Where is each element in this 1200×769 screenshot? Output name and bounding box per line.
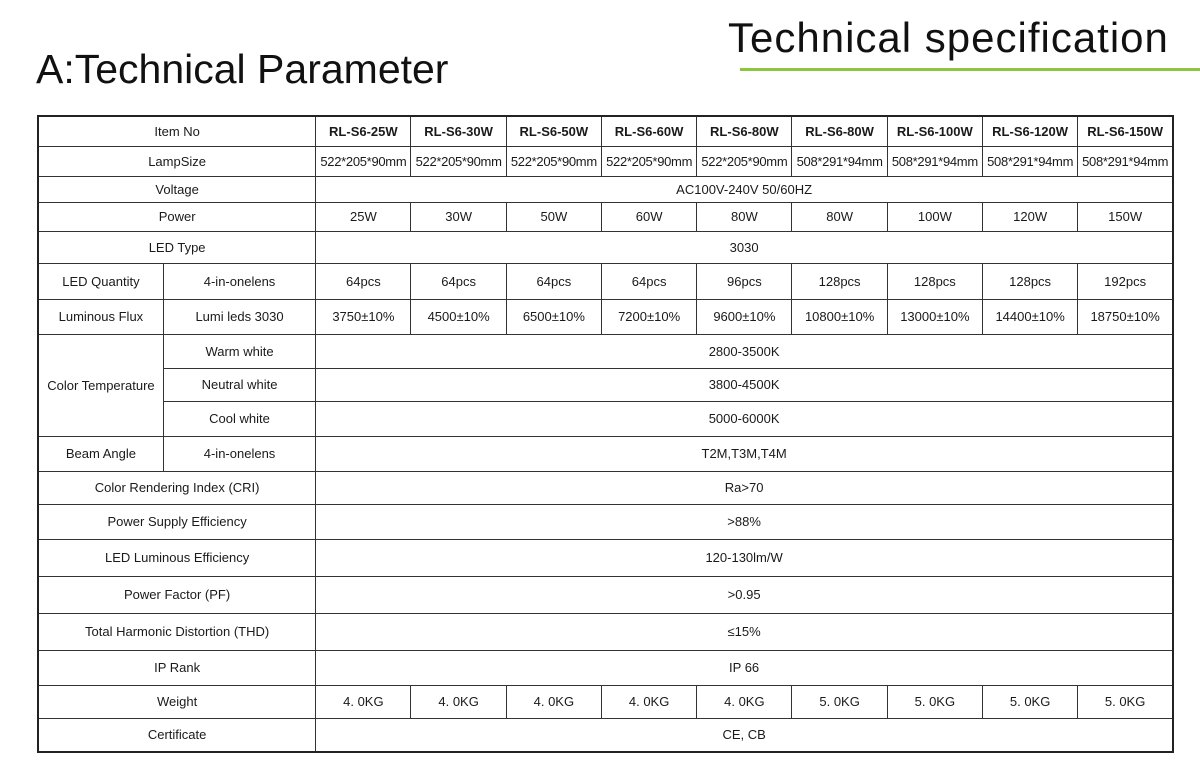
color-temp-label: Color Temperature (38, 334, 163, 436)
power-cell: 80W (792, 202, 887, 231)
neutral-white-label: Neutral white (163, 368, 315, 401)
model-cell: RL-S6-120W (982, 116, 1077, 146)
power-cell: 80W (697, 202, 792, 231)
certificate-value: CE, CB (316, 718, 1173, 752)
lampsize-label: LampSize (38, 146, 316, 176)
row-led-type (38, 231, 1173, 263)
led-quantity-label: LED Quantity (38, 263, 163, 299)
lampsize-cell: 522*205*90mm (506, 146, 601, 176)
row-certificate (38, 718, 1173, 752)
flux-cell: 13000±10% (887, 299, 982, 334)
weight-cell: 4. 0KG (316, 685, 411, 718)
weight-cell: 5. 0KG (1078, 685, 1173, 718)
weight-cell: 4. 0KG (697, 685, 792, 718)
row-power (38, 202, 1173, 231)
flux-cell: 9600±10% (697, 299, 792, 334)
led-type-label: LED Type (38, 231, 316, 263)
row-pse (38, 504, 1173, 539)
flux-cell: 14400±10% (982, 299, 1077, 334)
lampsize-cell: 522*205*90mm (411, 146, 506, 176)
quantity-cell: 64pcs (411, 263, 506, 299)
model-cell: RL-S6-100W (887, 116, 982, 146)
quantity-cell: 64pcs (316, 263, 411, 299)
row-beam-angle (38, 436, 1173, 471)
lampsize-cell: 508*291*94mm (792, 146, 887, 176)
pf-label: Power Factor (PF) (38, 576, 316, 613)
row-item-no (38, 116, 1173, 146)
row-ip-rank (38, 650, 1173, 685)
led-type-value: 3030 (316, 231, 1173, 263)
spec-table (37, 115, 1174, 753)
item-no-label: Item No (38, 116, 316, 146)
lle-label: LED Luminous Efficiency (38, 539, 316, 576)
model-cell: RL-S6-25W (316, 116, 411, 146)
row-cri (38, 471, 1173, 504)
luminous-flux-label: Luminous Flux (38, 299, 163, 334)
row-neutral-white (38, 368, 1173, 401)
row-luminous-flux (38, 299, 1173, 334)
flux-cell: 6500±10% (506, 299, 601, 334)
row-power-factor (38, 576, 1173, 613)
pse-value: >88% (316, 504, 1173, 539)
row-thd (38, 613, 1173, 650)
lampsize-cell: 522*205*90mm (316, 146, 411, 176)
weight-cell: 4. 0KG (601, 685, 696, 718)
quantity-cell: 64pcs (601, 263, 696, 299)
lampsize-cell: 508*291*94mm (982, 146, 1077, 176)
lampsize-cell: 522*205*90mm (601, 146, 696, 176)
section-title: A:Technical Parameter (36, 46, 449, 92)
cool-white-value: 5000-6000K (316, 401, 1173, 436)
ip-label: IP Rank (38, 650, 316, 685)
quantity-cell: 192pcs (1078, 263, 1173, 299)
power-cell: 50W (506, 202, 601, 231)
row-lampsize (38, 146, 1173, 176)
power-label: Power (38, 202, 316, 231)
voltage-value: AC100V-240V 50/60HZ (316, 176, 1173, 202)
quantity-cell: 128pcs (887, 263, 982, 299)
power-cell: 150W (1078, 202, 1173, 231)
lampsize-cell: 508*291*94mm (1078, 146, 1173, 176)
flux-cell: 10800±10% (792, 299, 887, 334)
pse-label: Power Supply Efficiency (38, 504, 316, 539)
lens-label: 4-in-onelens (163, 263, 315, 299)
power-cell: 25W (316, 202, 411, 231)
quantity-cell: 128pcs (982, 263, 1077, 299)
row-lle (38, 539, 1173, 576)
model-cell: RL-S6-30W (411, 116, 506, 146)
flux-cell: 4500±10% (411, 299, 506, 334)
neutral-white-value: 3800-4500K (316, 368, 1173, 401)
spec-title-underline (740, 68, 1200, 71)
row-weight (38, 685, 1173, 718)
lumi-leds-label: Lumi leds 3030 (163, 299, 315, 334)
voltage-label: Voltage (38, 176, 316, 202)
model-cell: RL-S6-80W (697, 116, 792, 146)
cri-value: Ra>70 (316, 471, 1173, 504)
power-cell: 60W (601, 202, 696, 231)
certificate-label: Certificate (38, 718, 316, 752)
weight-cell: 5. 0KG (887, 685, 982, 718)
power-cell: 120W (982, 202, 1077, 231)
flux-cell: 7200±10% (601, 299, 696, 334)
model-cell: RL-S6-60W (601, 116, 696, 146)
quantity-cell: 96pcs (697, 263, 792, 299)
pf-value: >0.95 (316, 576, 1173, 613)
row-cool-white (38, 401, 1173, 436)
spec-title: Technical specification (728, 14, 1169, 61)
weight-cell: 4. 0KG (506, 685, 601, 718)
quantity-cell: 128pcs (792, 263, 887, 299)
quantity-cell: 64pcs (506, 263, 601, 299)
cri-label: Color Rendering Index (CRI) (38, 471, 316, 504)
row-voltage (38, 176, 1173, 202)
beam-angle-label: Beam Angle (38, 436, 163, 471)
model-cell: RL-S6-150W (1078, 116, 1173, 146)
flux-cell: 3750±10% (316, 299, 411, 334)
lampsize-cell: 508*291*94mm (887, 146, 982, 176)
power-cell: 30W (411, 202, 506, 231)
weight-cell: 4. 0KG (411, 685, 506, 718)
weight-cell: 5. 0KG (792, 685, 887, 718)
power-cell: 100W (887, 202, 982, 231)
cool-white-label: Cool white (163, 401, 315, 436)
thd-label: Total Harmonic Distortion (THD) (38, 613, 316, 650)
model-cell: RL-S6-80W (792, 116, 887, 146)
weight-cell: 5. 0KG (982, 685, 1077, 718)
flux-cell: 18750±10% (1078, 299, 1173, 334)
lampsize-cell: 522*205*90mm (697, 146, 792, 176)
lle-value: 120-130lm/W (316, 539, 1173, 576)
warm-white-label: Warm white (163, 334, 315, 368)
thd-value: ≤15% (316, 613, 1173, 650)
warm-white-value: 2800-3500K (316, 334, 1173, 368)
ip-value: IP 66 (316, 650, 1173, 685)
beam-angle-value: T2M,T3M,T4M (316, 436, 1173, 471)
beam-lens-label: 4-in-onelens (163, 436, 315, 471)
row-led-quantity (38, 263, 1173, 299)
row-warm-white (38, 334, 1173, 368)
weight-label: Weight (38, 685, 316, 718)
model-cell: RL-S6-50W (506, 116, 601, 146)
